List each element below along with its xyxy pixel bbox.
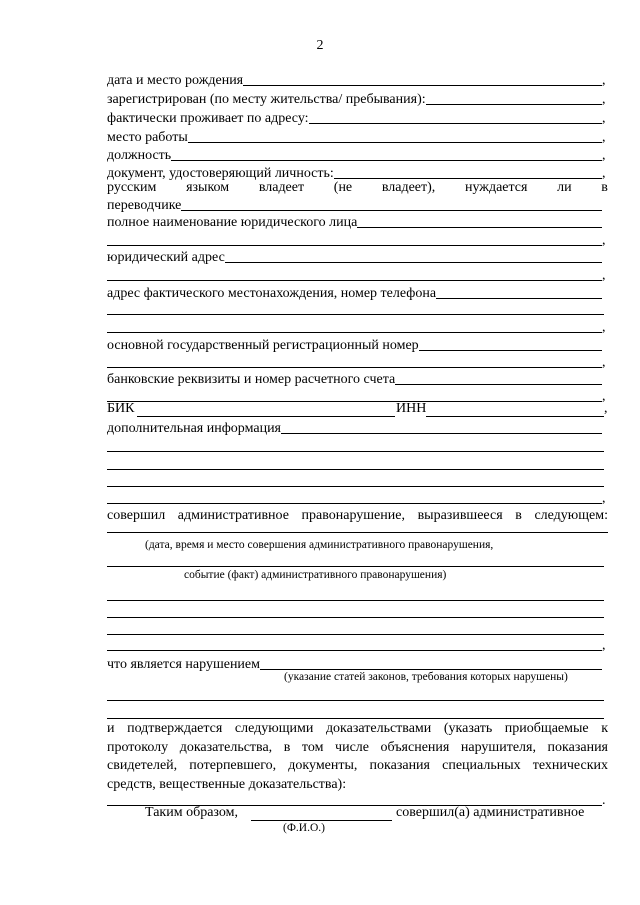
violation-blank-1[interactable] — [107, 532, 608, 533]
actual-address-line — [107, 284, 608, 302]
violation-blank-2[interactable] — [107, 566, 604, 567]
extra-label: дополнительная информация — [107, 421, 281, 436]
residence-label: фактически проживает по адресу: — [107, 111, 309, 126]
laws-blank-1[interactable] — [107, 700, 604, 701]
is-violation-field[interactable] — [260, 669, 602, 670]
position-label: должность — [107, 148, 172, 163]
extra-blank-2[interactable] — [107, 469, 604, 470]
legal-name-field[interactable] — [357, 227, 602, 228]
residence-line: фактически проживает по адресу: , — [107, 111, 606, 126]
caption-event: событие (факт) административного правонарушения) — [184, 569, 447, 581]
interpreter-field[interactable] — [181, 210, 602, 211]
legal-address-label: юридический адрес — [107, 250, 225, 265]
legal-name-label: полное наименование юридического лица — [107, 215, 358, 230]
laws-blank-2[interactable] — [107, 718, 604, 719]
conclusion-start: Таким образом, — [145, 805, 238, 820]
birth-field[interactable] — [243, 85, 602, 86]
extra-line-5: , — [107, 489, 608, 507]
caption-laws: (указание статей законов, требования которых нарушены) — [284, 671, 568, 683]
legal-address-line — [107, 248, 608, 266]
caption-fio: (Ф.И.О.) — [283, 822, 325, 834]
violation-line-6: , — [107, 636, 608, 654]
language-line — [107, 178, 608, 196]
inn-field[interactable] — [426, 416, 604, 417]
violation-blank-3[interactable] — [107, 600, 604, 601]
language-word: (не — [333, 180, 353, 195]
workplace-field[interactable] — [188, 142, 602, 143]
bik-label: БИК — [107, 401, 135, 416]
ogrn-line-2: , — [107, 353, 608, 371]
interpreter-label: переводчике — [107, 198, 182, 213]
is-violation-label: что является нарушением — [107, 657, 260, 672]
violation-field-6[interactable] — [107, 650, 602, 651]
id-document-line: документ, удостоверяющий личность: , — [107, 166, 606, 181]
evidence-line: . — [107, 791, 608, 809]
registered-field[interactable] — [426, 104, 602, 105]
workplace-line: место работы , — [107, 130, 606, 145]
ogrn-line — [107, 336, 608, 354]
language-word: языком — [186, 180, 230, 195]
language-word: в — [601, 180, 608, 195]
position-line: должность , — [107, 148, 606, 163]
bank-field-2[interactable] — [107, 401, 602, 402]
legal-address-field[interactable] — [225, 262, 602, 263]
language-word: владеет), — [381, 180, 436, 195]
inn-label: ИНН — [396, 401, 427, 416]
legal-address-field-2[interactable] — [107, 280, 602, 281]
page-number: 2 — [316, 38, 324, 53]
legal-name-line-2: , — [107, 231, 608, 249]
ogrn-label: основной государственный регистрационный номер — [107, 338, 419, 353]
birth-line: дата и место рождения , — [107, 73, 606, 88]
actual-address-field-3[interactable] — [107, 332, 602, 333]
bank-field[interactable] — [395, 384, 602, 385]
legal-name-line — [107, 213, 608, 231]
language-word: русским — [107, 180, 157, 195]
actual-address-line-3: , — [107, 318, 608, 336]
language-word: нуждается — [464, 180, 528, 195]
registered-label: зарегистрирован (по месту жительства/ пребывания): — [107, 92, 426, 107]
extra-field-5[interactable] — [107, 503, 602, 504]
legal-name-field-2[interactable] — [107, 245, 602, 246]
actual-address-label: адрес фактического местонахождения, номер телефона — [107, 286, 437, 301]
extra-line — [107, 419, 608, 437]
language-word: владеет — [258, 180, 305, 195]
legal-address-line-2: , — [107, 266, 608, 284]
registered-line: зарегистрирован (по месту жительства/ пребывания): , — [107, 92, 606, 107]
bank-label: банковские реквизиты и номер расчетного счета — [107, 372, 396, 387]
bik-field[interactable] — [137, 416, 395, 417]
ogrn-field[interactable] — [419, 350, 602, 351]
position-field[interactable] — [171, 160, 602, 161]
birth-label: дата и место рождения — [107, 73, 244, 88]
actual-address-blank[interactable] — [107, 314, 604, 315]
conclusion-end: совершил(а) административное — [396, 805, 585, 820]
violation-blank-4[interactable] — [107, 617, 604, 618]
evidence-text: и подтверждается следующими доказательствами (указать приобщаемые к протоколу доказательства, в том числе объяснения нарушителя, показания свидетелей, потерпевшего, документы, показания специальных технических средств, вещественные доказательства): — [107, 721, 608, 792]
fio-field[interactable] — [251, 820, 392, 821]
caption-datetime: (дата, время и место совершения административного правонарушения, — [145, 539, 494, 551]
residence-field[interactable] — [309, 123, 602, 124]
extra-blank-3[interactable] — [107, 486, 604, 487]
id-document-label: документ, удостоверяющий личность: — [107, 166, 334, 181]
bank-line-2: , — [107, 387, 608, 405]
extra-field[interactable] — [281, 433, 602, 434]
violation-blank-5[interactable] — [107, 634, 604, 635]
interpreter-line — [107, 196, 608, 214]
workplace-label: место работы — [107, 130, 188, 145]
language-word: ли — [557, 180, 572, 195]
extra-blank-1[interactable] — [107, 451, 604, 452]
ogrn-field-2[interactable] — [107, 367, 602, 368]
committed-text: совершил административное правонарушение, выразившееся в следующем: — [107, 508, 608, 523]
actual-address-field[interactable] — [436, 298, 602, 299]
bank-line — [107, 370, 608, 388]
